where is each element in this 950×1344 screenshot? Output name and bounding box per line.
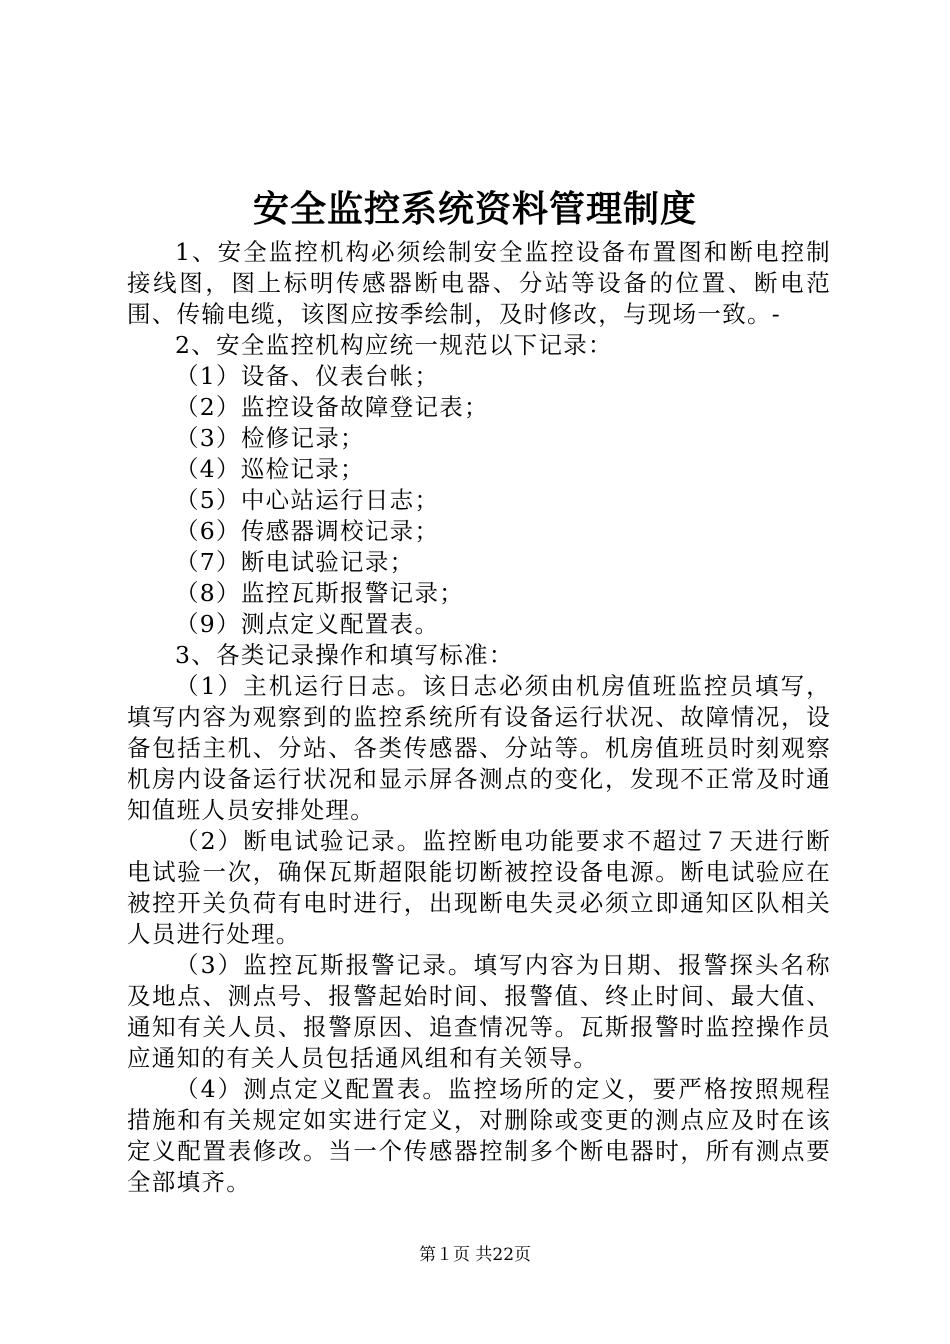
paragraph-1: 1、安全监控机构必须绘制安全监控设备布置图和断电控制接线图，图上标明传感器断电器、分站等设备的位置、断电范围、传输电缆，该图应按季绘制，及时修改，与现场一致。- — [127, 238, 831, 328]
paragraph-3: 3、各类记录操作和填写标准： — [175, 641, 514, 669]
paragraph-2: 2、安全监控机构应统一规范以下记录： — [175, 331, 613, 359]
record-item-5: （5）中心站运行日志； — [175, 486, 440, 514]
standard-item-4: （4）测点定义配置表。监控场所的定义，要严格按照规程措施和有关规定如实进行定义，对删除或变更的测点应及时在该定义配置表修改。当一个传感器控制多个断电器时，所有测点要全部填齐。 — [127, 1075, 831, 1196]
record-item-6: （6）传感器调校记录； — [175, 517, 440, 545]
record-item-1: （1）设备、仪表台帐； — [175, 362, 440, 390]
document-body — [127, 237, 831, 1198]
record-item-4: （4）巡检记录； — [175, 455, 365, 483]
standard-item-3: （3）监控瓦斯报警记录。填写内容为日期、报警探头名称及地点、测点号、报警起始时间、报警值、终止时间、最大值、通知有关人员、报警原因、追查情况等。瓦斯报警时监控操作员应通知的有关人员包括通风组和有关领导。 — [127, 951, 831, 1072]
record-item-8: （8）监控瓦斯报警记录； — [175, 579, 465, 607]
record-item-2: （2）监控设备故障登记表； — [175, 393, 489, 421]
standard-item-2: （2）断电试验记录。监控断电功能要求不超过７天进行断电试验一次，确保瓦斯超限能切断被控设备电源。断电试验应在被控开关负荷有电时进行，出现断电失灵必须立即通知区队相关人员进行处理。 — [127, 827, 831, 948]
page-footer: 第１页 共22页 — [418, 1245, 532, 1265]
record-item-9: （9）测点定义配置表。 — [175, 610, 440, 638]
record-item-3: （3）检修记录； — [175, 424, 365, 452]
document-title: 安全监控系统资料管理制度 — [252, 188, 697, 230]
standard-item-1: （1）主机运行日志。该日志必须由机房值班监控员填写，填写内容为观察到的监控系统所有设备运行状况、故障情况，设备包括主机、分站、各类传感器、分站等。机房值班员时刻观察机房内设备运行状况和显示屏各测点的变化，发现不正常及时通知值班人员安排处理。 — [127, 672, 831, 824]
record-item-7: （7）断电试验记录； — [175, 548, 415, 576]
